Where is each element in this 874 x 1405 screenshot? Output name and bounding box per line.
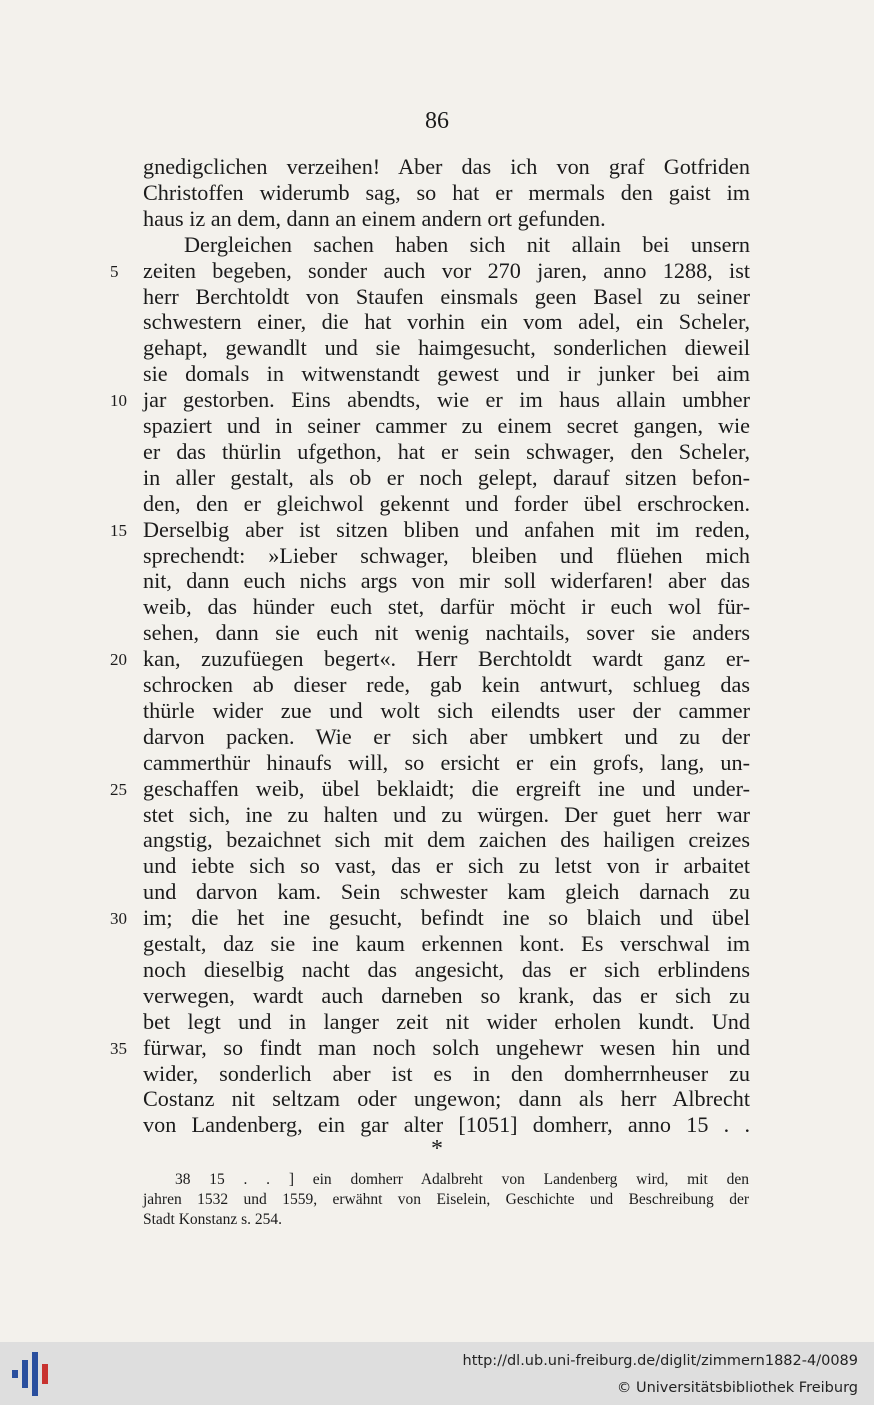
text-line: [0, 284, 874, 310]
text-line: [0, 1035, 874, 1061]
text-line: [0, 1112, 874, 1138]
library-logo-icon: [8, 1350, 56, 1398]
text-line: [0, 387, 874, 413]
line-number: 5: [110, 261, 119, 281]
text-line: [0, 879, 874, 905]
line-text: noch dieselbig nacht das angesicht, das er sich erblindens: [143, 956, 750, 982]
line-text: sprechendt: »Lieber schwager, bleiben und flüehen mich: [143, 542, 750, 568]
text-line: [0, 1086, 874, 1112]
line-number: 35: [110, 1038, 127, 1058]
text-line: [0, 802, 874, 828]
text-line: [0, 568, 874, 594]
text-line: [0, 154, 874, 180]
text-line: [0, 957, 874, 983]
line-number: 20: [110, 650, 127, 670]
line-text: wider, sonderlich aber ist es in den domherrnheuser zu: [143, 1060, 750, 1086]
line-text: angstig, bezaichnet sich mit dem zaichen des hailigen creizes: [143, 827, 750, 853]
text-line: [0, 258, 874, 284]
line-text: kan, zuzufüegen begert«. Herr Berchtoldt wardt ganz er-: [143, 646, 750, 672]
footnote-separator: *: [431, 1136, 443, 1162]
text-line: [0, 517, 874, 543]
line-text: Derselbig aber ist sitzen bliben und anfahen mit im reden,: [143, 516, 750, 542]
line-text: gestalt, daz sie ine kaum erkennen kont. Es verschwal im: [143, 931, 750, 956]
text-line: [0, 724, 874, 750]
line-text: Christoffen widerumb sag, so hat er mermals den gaist im: [143, 179, 750, 205]
line-text: stet sich, ine zu halten und zu würgen. Der guet herr war: [143, 801, 750, 827]
line-text: im; die het ine gesucht, befindt ine so blaich und übel: [143, 905, 750, 931]
footnote-line: jahren 1532 und 1559, erwähnt von Eiselein, Geschichte und Beschreibung der: [143, 1191, 749, 1208]
line-text: gnedigclichen verzeihen! Aber das ich von graf Gotfriden: [143, 154, 750, 179]
text-line: [0, 776, 874, 802]
line-text: Costanz nit seltzam oder ungewon; dann als herr Albrecht: [143, 1086, 750, 1112]
line-text: thürle wider zue und wolt sich eilendts user der cammer: [143, 697, 750, 723]
text-line: [0, 672, 874, 698]
text-line: [0, 413, 874, 439]
line-text: fürwar, so findt man noch solch ungehewr wesen hin und: [143, 1034, 750, 1060]
line-text: Dergleichen sachen haben sich nit allain bei unsern: [184, 231, 750, 257]
text-line: [0, 361, 874, 387]
text-line: [0, 465, 874, 491]
line-text: herr Berchtoldt von Staufen einsmals geen Basel zu seiner: [143, 283, 750, 309]
line-text: sehen, dann sie euch nit wenig nachtails, sover sie anders: [143, 620, 750, 646]
line-number: 15: [110, 520, 127, 540]
text-line: [0, 1061, 874, 1087]
text-line: [0, 594, 874, 620]
text-line: [0, 646, 874, 672]
permalink-url[interactable]: http://dl.ub.uni-freiburg.de/diglit/zimmern1882-4/0089: [462, 1353, 858, 1369]
line-text: weib, das hünder euch stet, darfür möcht ir euch wol für-: [143, 594, 750, 620]
line-text: gehapt, gewandlt und sie haimgesucht, sonderlichen dieweil: [143, 335, 750, 361]
text-line: [0, 931, 874, 957]
line-text: in aller gestalt, als ob er noch gelept, darauf sitzen befon-: [143, 464, 750, 490]
line-number: 30: [110, 909, 127, 929]
footnote-line: 38 15 . . ] ein domherr Adalbreht von Landenberg wird, mit den: [175, 1171, 749, 1188]
copyright-notice: © Universitätsbibliothek Freiburg: [616, 1380, 858, 1396]
line-text: und darvon kam. Sein schwester kam gleich darnach zu: [143, 879, 750, 905]
text-line: [0, 543, 874, 569]
line-text: spaziert und in seiner cammer zu einem secret gangen, wie: [143, 413, 750, 438]
line-text: haus iz an dem, dann an einem andern ort gefunden.: [143, 205, 606, 231]
line-text: cammerthür hinaufs will, so ersicht er ein grofs, lang, un-: [143, 749, 750, 775]
line-text: und iebte sich so vast, das er sich zu letst von ir arbaitet: [143, 853, 750, 879]
page-number: 86: [425, 108, 449, 134]
text-line: [0, 335, 874, 361]
line-text: von Landenberg, ein gar alter [1051] domherr, anno 15 . .: [143, 1112, 750, 1138]
footnote: [143, 1170, 749, 1230]
line-text: schwestern einer, die hat vorhin ein vom adel, ein Scheler,: [143, 309, 750, 335]
line-text: sie domals in witwenstandt gewest und ir junker bei aim: [143, 361, 750, 387]
line-text: den, den er gleichwol gekennt und forder übel erschrocken.: [143, 490, 750, 516]
line-text: geschaffen weib, übel beklaidt; die ergreift ine und under-: [143, 775, 750, 801]
text-line: [0, 1009, 874, 1035]
line-number: 10: [110, 391, 127, 411]
line-text: schrocken ab dieser rede, gab kein antwurt, schlueg das: [143, 672, 750, 697]
text-line: [0, 309, 874, 335]
text-line: [0, 827, 874, 853]
text-line: [0, 206, 874, 232]
text-line: [0, 439, 874, 465]
text-line: [0, 620, 874, 646]
text-line: [0, 698, 874, 724]
line-number: 25: [110, 779, 127, 799]
footnote-line: Stadt Konstanz s. 254.: [143, 1211, 283, 1228]
text-line: [0, 853, 874, 879]
line-text: darvon packen. Wie er sich aber umbkert und zu der: [143, 723, 750, 749]
text-line: [0, 750, 874, 776]
viewer-footer: [0, 1342, 874, 1405]
text-line: [0, 232, 874, 258]
line-text: nit, dann euch nichs args von mir soll widerfaren! aber das: [143, 568, 750, 594]
text-line: [0, 180, 874, 206]
line-text: zeiten begeben, sonder auch vor 270 jaren, anno 1288, ist: [143, 257, 750, 283]
line-text: bet legt und in langer zeit nit wider erholen kundt. Und: [143, 1008, 750, 1034]
line-text: er das thürlin ufgethon, hat er sein schwager, den Scheler,: [143, 438, 750, 464]
text-line: [0, 905, 874, 931]
text-line: [0, 983, 874, 1009]
text-line: [0, 491, 874, 517]
line-text: jar gestorben. Eins abendts, wie er im haus allain umbher: [143, 387, 750, 413]
line-text: verwegen, wardt auch darneben so krank, das er sich zu: [143, 982, 750, 1008]
